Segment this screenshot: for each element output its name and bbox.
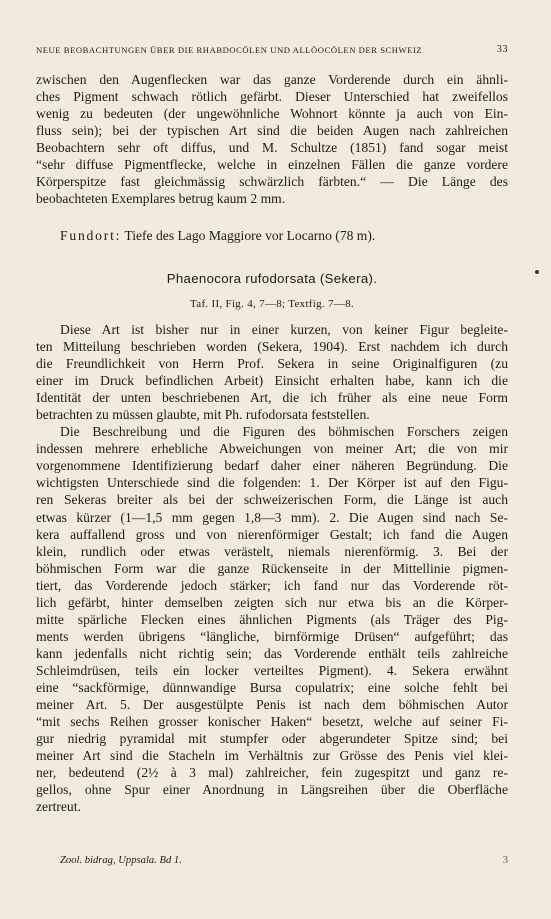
text-line: lich gefärbt, hinter demselben zeigten sich nur etwa bis an die Körper- [36,594,508,610]
text-line: Identität der unten beschriebenen Art, die ich früher als eine neue Form [36,390,508,406]
sheet-signature: 3 [502,855,508,866]
text-line: kann jedenfalls nicht richtig sein; das Vorderende enthält teils zahlreiche [36,645,508,661]
text-line: wichtigsten Unterschiede sind die folgenden: 1. Der Körper ist auf den Figu- [36,475,508,491]
text-line: ren Sekeras breiter als bei der schweizerischen Form, die Länge ist auch [36,492,508,508]
text-line: gellos, ohne Spur einer Anordnung in Längsreihen über die Oberfläche [36,782,508,798]
text-line: kera auffallend gross und von nierenförmiger Gestalt; ich fand die Augen [36,526,508,542]
text-line: indessen mehrere erhebliche Abweichungen von meiner Art; die von mir [36,441,508,457]
text-line: Die Beschreibung und die Figuren des böhmischen Forschers zeigen [60,424,508,440]
text-line: ner, bedeutend (2½ à 3 mal) zahlreicher, fein zugespitzt und ganz re- [36,765,508,781]
margin-mark [535,270,539,274]
text-line: zertreut. [36,799,81,815]
text-line: Körperspitze fast gleichmässig schwärzlich färbten.“ — Die Länge des [36,174,508,190]
locality-line [36,227,508,244]
text-line: ten Mitteilung beschrieben worden (Sekera, 1904). Erst nachdem ich durch [36,339,508,355]
text-line: meiner Art. 5. Der ausgestülpte Penis ist nach dem böhmischen Autor [36,697,508,713]
text-line: die Freundlichkeit von Herrn Prof. Sekera in seine Originalfiguren (zu [36,356,508,372]
species-description [36,321,508,815]
text-line: eine “sackförmige, dünnwandige Bursa copulatrix; eine solche fehlt bei [36,679,508,695]
text-line: einer im Druck befindlichen Arbeit) Einsicht erhalten habe, kann ich die [36,373,508,389]
text-line: Diese Art ist bisher nur in einer kurzen, von keiner Figur begleite- [60,322,508,337]
text-line: wenig zu bedeuten (der ungewöhnliche Wohnort könnte ja auch von Ein- [36,106,508,122]
figure-reference: Taf. II, Fig. 4, 7—8; Textfig. 7—8. [190,298,354,310]
text-line: meiner Art sind die Stacheln im Verhältnis zur Grösse des Penis viel klei- [36,748,508,764]
locality-text: Tiefe des Lago Maggiore vor Locarno (78 m). [124,228,376,243]
text-line: “sehr diffuse Pigmentflecke, welche in einzelnen Fällen die ganze vordere [36,157,508,173]
text-line: klein, rundlich oder etwas verästelt, niemals nierenförmig. 3. Bei der [36,543,508,559]
text-line: zwischen den Augenflecken war das ganze Vorderende durch ein ähnli- [36,72,508,87]
text-line: “mit sechs Reihen grosser konischer Haken“ besetzt, welche auf seiner Fi- [36,714,508,730]
text-line: mitte spärliche Flecken eines ähnlichen Pigments (als Träger des Pig- [36,611,508,627]
text-line: betrachten zu müssen glaubte, mit Ph. rufodorsata feststellen. [36,407,370,423]
page-number: 33 [496,44,508,55]
text-line: Schleimdrüsen, teils ein locker verteiltes Pigment). 4. Sekera erwähnt [36,662,508,678]
text-line: fluss sein); bei der typischen Art sind die beiden Augen nach zahlreichen [36,123,508,139]
page-footer [36,854,508,868]
text-line: gur niedrig pyramidal mit stumpfer oder abgerundeter Spitze sind; bei [36,731,508,747]
text-line: böhmischen Form war die ganze Rückenseite in der Mittellinie pigmen- [36,560,508,576]
text-line: Beobachtern sehr oft diffus, und M. Schultze (1851) fand sogar meist [36,140,508,156]
text-line: etwas kürzer (1—1,5 mm gegen 1,8—3 mm). 2. Die Augen sind nach Se- [36,509,508,525]
locality-label: Fundort: [60,228,122,243]
text-line: ches Pigment schwach rötlich gefärbt. Dieser Unterschied hat zweifellos [36,89,508,105]
journal-reference: Zool. bidrag, Uppsala. Bd 1. [60,855,182,866]
paragraph-continued [36,71,508,207]
text-line: vorgenommene Identifizierung bedarf daher einer näheren Begründung. Die [36,458,508,474]
running-title: NEUE BEOBACHTUNGEN ÜBER DIE RHABDOCÖLEN UND ALLÖOCÖLEN DER SCHWEIZ [36,45,423,55]
species-heading: Phaenocora rufodorsata (Sekera). [166,271,378,286]
text-line: beobachteten Exemplares betrug kaum 2 mm. [36,191,286,207]
text-line: ments werden übrigens “längliche, birnförmige Drüsen“ aufgeführt; das [36,628,508,644]
text-line: tiert, das Vorderende jedoch stärker; ich fand nur das Vorderende röt- [36,577,508,593]
